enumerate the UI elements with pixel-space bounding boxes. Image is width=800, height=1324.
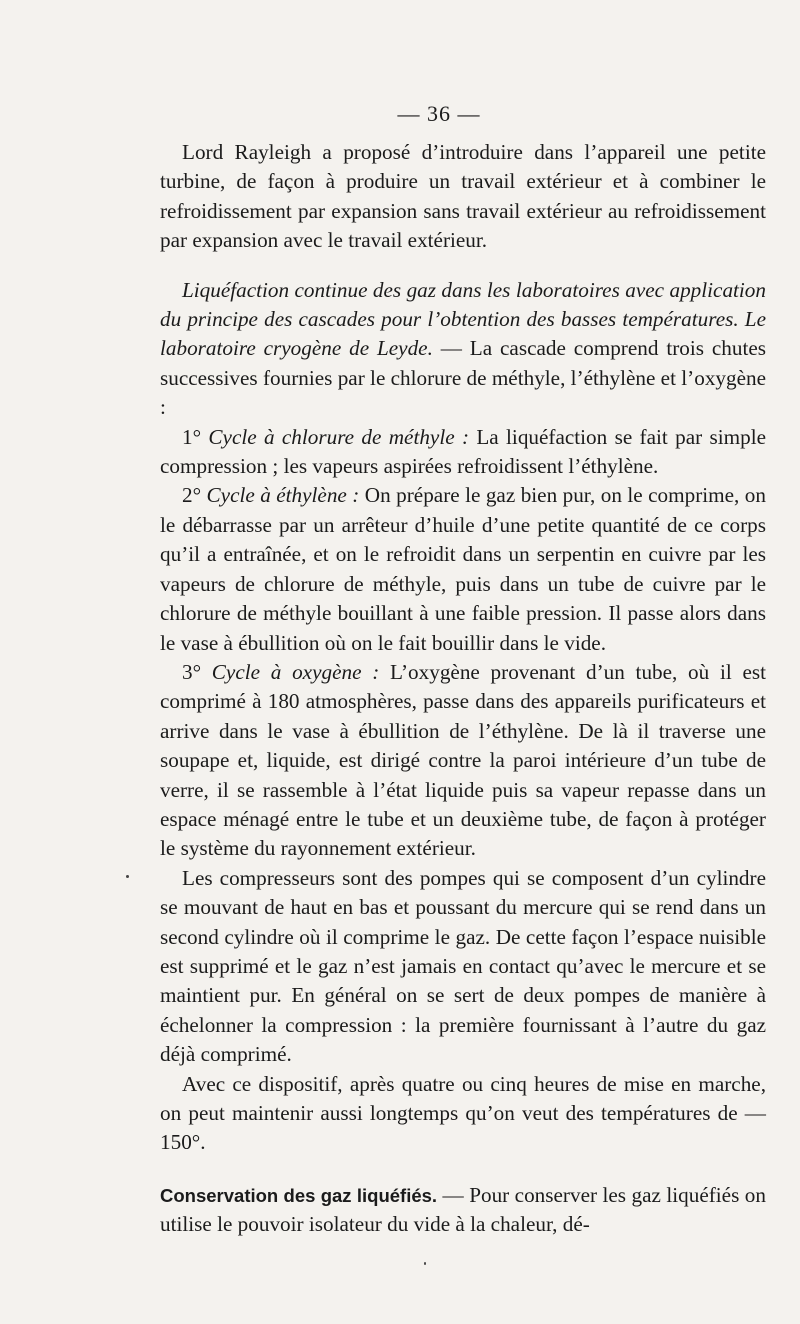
paragraph-rayleigh: Lord Rayleigh a proposé d’introduire dans l’appareil une petite turbine, de façon à produire un travail extérieur et à combiner le refroidissement par expansion sans travail extérieur au refroidissement par expansion avec le travail extérieur. (160, 140, 766, 253)
page-number: — 36 — (397, 101, 481, 126)
paragraph-cycle-2 (160, 481, 766, 657)
paper-speck (424, 1262, 426, 1265)
paragraph-cycle-1 (160, 423, 766, 482)
cycle-1-text: La liquéfaction se fait par simple compression ; les vapeurs aspirées refroidissent l’éthylène. (160, 424, 767, 479)
body-text (160, 138, 766, 1240)
cycle-1-title: Cycle à chlorure de méthyle : (208, 424, 470, 449)
cycle-2-number: 2° (182, 483, 207, 508)
cycle-2-title: Cycle à éthylène : (206, 483, 360, 508)
section-liquefaction (160, 276, 766, 423)
cycle-3-text: L’oxygène provenant d’un tube, où il est comprimé à 180 atmosphères, passe dans des appareils purificateurs et arrive dans le vase à ébullition de l’éthylène. De là il traverse une soupape et, liquide, est dirigé contre la paroi intérieure d’un tube de verre, il se rassemble à l’état liquide puis sa vapeur repasse dans un espace ménagé entre le tube et un deuxième tube, de façon à protéger le système du rayonnement extérieur. (160, 659, 767, 861)
paragraph-compresseurs: Les compresseurs sont des pompes qui se composent d’un cylindre se mouvant de haut en bas et poussant du mercure qui se rend dans un second cylindre où il comprime le gaz. De cette façon l’espace nuisible est supprimé et le gaz n’est jamais en contact qu’avec le mercure et se maintient pur. En général on se sert de deux pompes de manière à échelonner la compression : la première fournissant à l’autre du gaz déjà comprimé. (160, 865, 766, 1067)
section-title-conservation: Conservation des gaz liquéfiés. (160, 1184, 438, 1206)
paragraph-cycle-3 (160, 658, 766, 864)
paragraph-dispositif: Avec ce dispositif, après quatre ou cinq heures de mise en marche, on peut maintenir aussi longtemps qu’on veut des températures de —150°. (160, 1071, 766, 1155)
section-intro-cascade: — La cascade comprend trois chutes successives fournies par le chlorure de méthyle, l’éthylène et l’oxygène : (160, 336, 766, 420)
cycle-1-number: 1° (182, 424, 209, 449)
paper-speck (126, 875, 129, 878)
cycle-3-number: 3° (182, 659, 212, 684)
section-conservation (160, 1181, 766, 1240)
cycle-3-title: Cycle à oxygène : (211, 659, 380, 684)
section-text-conservation: — Pour conserver les gaz liquéfiés on utilise le pouvoir isolateur du vide à la chaleur, dé- (160, 1182, 766, 1237)
section-title-liquefaction: Liquéfaction continue des gaz dans les laboratoires avec application du principe des cascades pour l’obtention des basses températures. Le laboratoire cryogène de Leyde. (160, 277, 766, 361)
cycle-2-text: On prépare le gaz bien pur, on le comprime, on le débarrasse par un arrêteur d’huile d’une petite quantité de ce corps qu’il a entraînée, et on le refroidit dans un serpentin en cuivre par les vapeurs de chlorure de méthyle, puis dans un tube de cuivre par le chlorure de méthyle bouillant à une faible pression. Il passe alors dans le vase à ébullition où on le fait bouillir dans le vide. (160, 483, 766, 655)
